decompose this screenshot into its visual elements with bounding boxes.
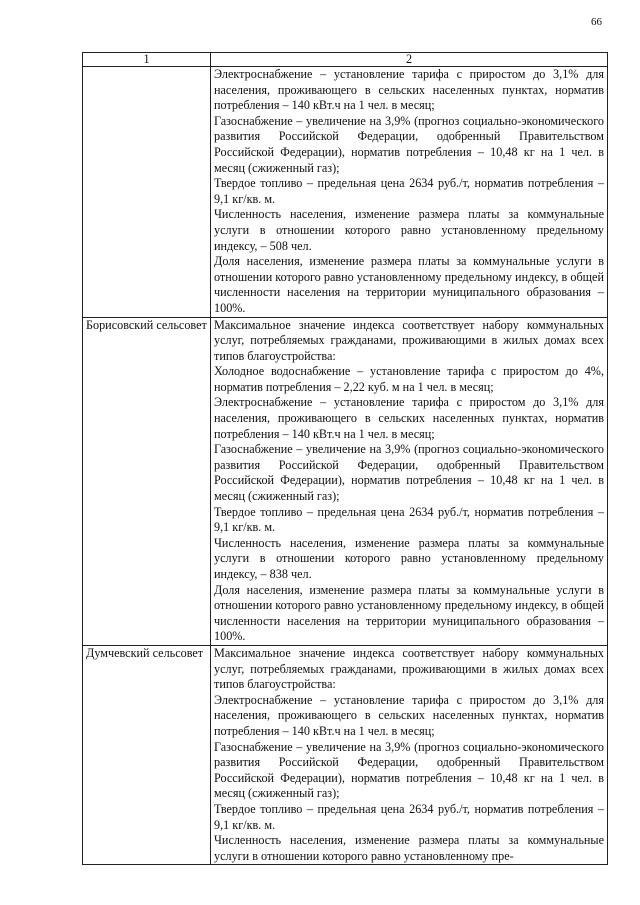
paragraph: Газоснабжение – увеличение на 3,9% (прогноз социально-экономического развития Российской Федерации, одобренный Правительством Российской Федерации), норматив потребления – 10,48 кг на 1 чел. в месяц (сжиженный газ);	[214, 442, 604, 504]
paragraph: Твердое топливо – предельная цена 2634 руб./т, норматив потребления – 9,1 кг/кв. м.	[214, 801, 604, 832]
paragraph: Электроснабжение – установление тарифа с приростом до 3,1% для населения, проживающего в сельских населенных пунктах, норматив потребления – 140 кВт.ч на 1 чел. в месяц;	[214, 692, 604, 738]
municipality-name	[83, 67, 211, 318]
municipality-name: Борисовский сельсовет	[83, 317, 211, 645]
description-cell	[211, 645, 608, 864]
paragraph: Численность населения, изменение размера платы за коммунальные услуги в отношении которого равно установленному предельному индексу, – 838 чел.	[214, 535, 604, 581]
paragraph: Численность населения, изменение размера платы за коммунальные услуги в отношении которого равно установленному пре-	[214, 833, 604, 863]
paragraph: Холодное водоснабжение – установление тарифа с приростом до 4%, норматив потребления – 2,22 куб. м на 1 чел. в месяц;	[214, 364, 604, 394]
paragraph: Максимальное значение индекса соответствует набору коммунальных услуг, потребляемых гражданами, проживающими в жилых домах всех типов благоустройства:	[214, 317, 604, 363]
column-header-1: 1	[83, 53, 211, 67]
paragraph: Доля населения, изменение размера платы за коммунальные услуги в отношении которого равно установленному предельному индексу, в общей численности населения на территории муниципального образования – 100%.	[214, 254, 604, 315]
tariff-table	[82, 52, 608, 865]
paragraph: Максимальное значение индекса соответствует набору коммунальных услуг, потребляемых гражданами, проживающими в жилых домах всех типов благоустройства:	[214, 645, 604, 692]
table-header-row	[83, 53, 608, 67]
page-number: 66	[591, 16, 602, 28]
paragraph: Газоснабжение – увеличение на 3,9% (прогноз социально-экономического развития Российской Федерации, одобренный Правительством Российской Федерации), норматив потребления – 10,48 кг на 1 чел. в месяц (сжиженный газ);	[214, 113, 604, 175]
description-cell	[211, 317, 608, 645]
municipality-name: Думчевский сельсовет	[83, 645, 211, 864]
table-row	[83, 645, 608, 864]
paragraph: Численность населения, изменение размера платы за коммунальные услуги в отношении которого равно установленному предельному индексу, – 508 чел.	[214, 207, 604, 253]
column-header-2: 2	[211, 53, 608, 67]
paragraph: Электроснабжение – установление тарифа с приростом до 3,1% для населения, проживающего в сельских населенных пунктах, норматив потребления – 140 кВт.ч на 1 чел. в месяц;	[214, 67, 604, 113]
description-cell	[211, 67, 608, 318]
table-row	[83, 67, 608, 318]
paragraph: Твердое топливо – предельная цена 2634 руб./т, норматив потребления – 9,1 кг/кв. м.	[214, 176, 604, 206]
paragraph: Газоснабжение – увеличение на 3,9% (прогноз социально-экономического развития Российской Федерации, одобренный Правительством Российской Федерации), норматив потребления – 10,48 кг на 1 чел. в месяц (сжиженный газ);	[214, 739, 604, 801]
paragraph: Доля населения, изменение размера платы за коммунальные услуги в отношении которого равно установленному предельному индексу, в общей численности населения на территории муниципального образования – 100%.	[214, 582, 604, 644]
paragraph: Электроснабжение – установление тарифа с приростом до 3,1% для населения, проживающего в сельских населенных пунктах, норматив потребления – 140 кВт.ч на 1 чел. в месяц;	[214, 395, 604, 441]
table-row	[83, 317, 608, 645]
paragraph: Твердое топливо – предельная цена 2634 руб./т, норматив потребления – 9,1 кг/кв. м.	[214, 504, 604, 535]
